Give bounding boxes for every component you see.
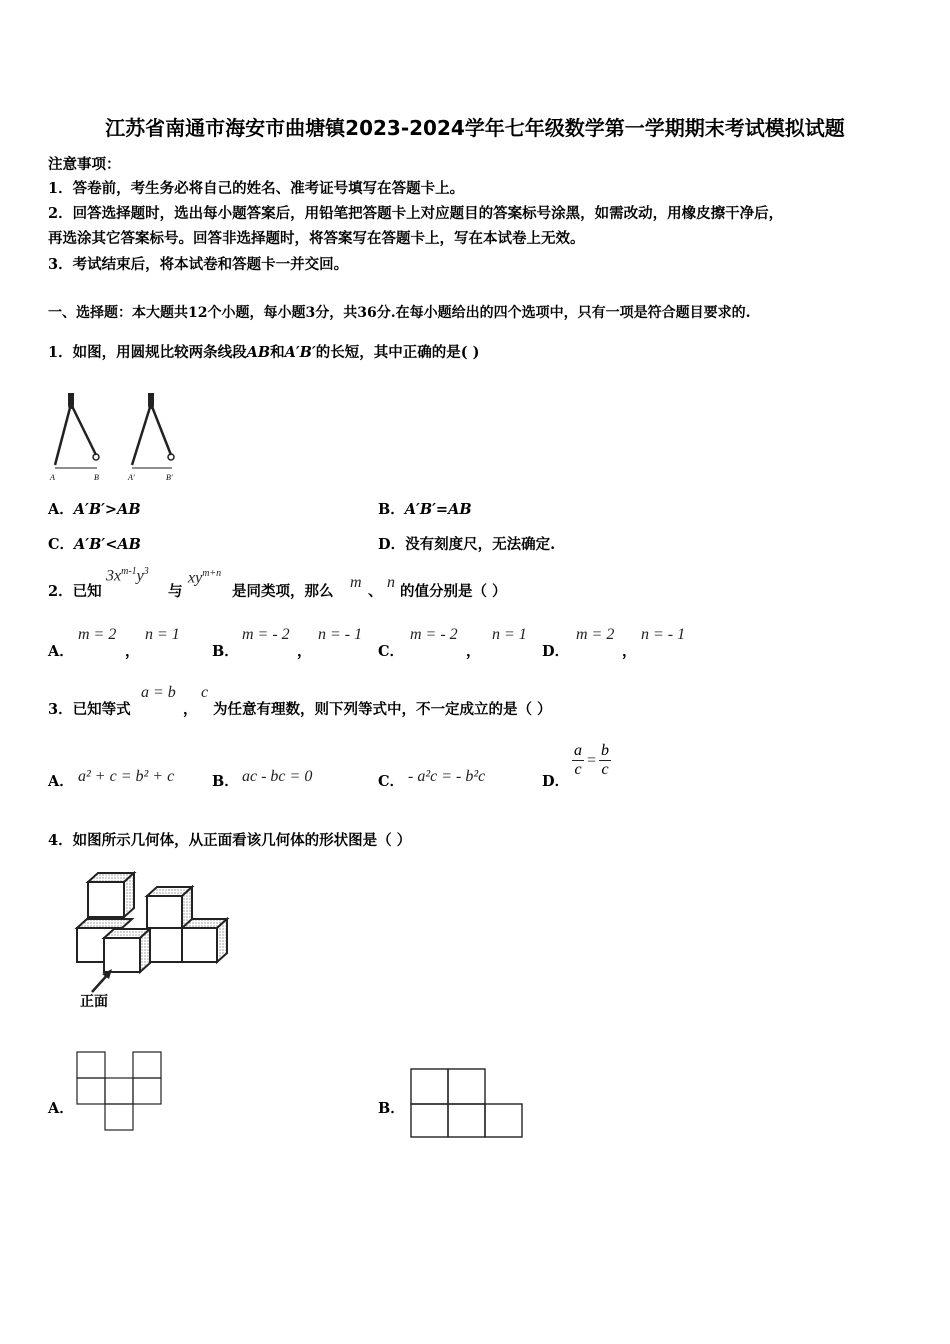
q3-equation: a = b [141, 684, 176, 701]
q1-option-b[interactable]: B．A′B′=AB [378, 501, 472, 518]
q3-option-a[interactable]: A． [48, 773, 74, 790]
q2-comma: ， [466, 643, 481, 660]
q2-option-c-n: n = 1 [492, 626, 527, 643]
q2-option-a-n: n = 1 [145, 626, 180, 643]
q2-option-d-m: m = 2 [576, 626, 615, 643]
q2-and: 与 [168, 583, 183, 600]
q2-m: m [350, 574, 362, 591]
q2-comma: ， [125, 643, 140, 660]
q2-comma: ， [297, 643, 312, 660]
question-3-stem: 3．已知等式 [48, 701, 131, 718]
q2-option-a[interactable]: A． [48, 643, 74, 660]
q3-option-a-text: a² + c = b² + c [78, 768, 175, 785]
q2-option-b-n: n = - 1 [318, 626, 363, 643]
q4-option-b[interactable]: B． [378, 1100, 405, 1117]
q3-stem-end: 为任意有理数，则下列等式中，不一定成立的是（ ） [213, 701, 552, 718]
q3-option-b-text: ac - bc = 0 [242, 768, 313, 785]
question-2-stem: 2．已知 [48, 583, 102, 600]
fig-label: A [50, 473, 55, 482]
notice-item: 再选涂其它答案标号。回答非选择题时，将答案写在答题卡上，写在本试卷上无效。 [48, 230, 585, 247]
q2-comma: ， [622, 643, 637, 660]
q4-option-a-figure [74, 1050, 164, 1132]
q2-term-1: $3x^{m-1}y^3$ [106, 566, 149, 585]
question-1-stem: 1．如图，用圆规比较两条线段AB和A′B′的长短，其中正确的是( ) [48, 344, 480, 361]
notice-item: 1．答卷前，考生务必将自己的姓名、准考证号填写在答题卡上。 [48, 180, 465, 197]
q2-stem-end: 的值分别是（ ） [400, 583, 507, 600]
notice-heading: 注意事项： [48, 156, 121, 173]
q2-term-2: $xy^{m+n}$ [188, 568, 222, 587]
fig-label: A′ [128, 473, 135, 482]
notice-item: 3．考试结束后，将本试卷和答题卡一并交回。 [48, 256, 349, 273]
fig-label: B [94, 473, 99, 482]
q1-option-a[interactable]: A．A′B′>AB [48, 501, 141, 518]
q2-option-b-m: m = - 2 [242, 626, 290, 643]
q3-option-c-text: - a²c = - b²c [408, 768, 486, 785]
q2-option-a-m: m = 2 [78, 626, 117, 643]
q2-option-d[interactable]: D． [542, 643, 570, 660]
notice-item: 2．回答选择题时，选出每小题答案后，用铅笔把答题卡上对应题目的答案标号涂黑，如需改动，用橡皮擦干净后， [48, 205, 784, 222]
q4-option-a[interactable]: A． [48, 1100, 74, 1117]
q3-option-d[interactable]: D． [542, 773, 570, 790]
compass-figure [44, 390, 184, 485]
compass-icon [55, 393, 99, 468]
q3-c: c [201, 684, 209, 701]
q2-option-c[interactable]: C． [378, 643, 405, 660]
q2-option-d-n: n = - 1 [641, 626, 686, 643]
question-4-stem: 4．如图所示几何体，从正面看该几何体的形状图是（ ） [48, 832, 412, 849]
cube-figure [72, 868, 242, 1013]
q2-stem-mid: 是同类项，那么 [232, 583, 334, 600]
q1-option-c[interactable]: C．A′B′<AB [48, 536, 141, 553]
q3-option-b[interactable]: B． [212, 773, 239, 790]
q1-option-d[interactable]: D．没有刻度尺，无法确定. [378, 536, 556, 553]
q4-option-b-figure [408, 1066, 528, 1140]
q2-n: n [387, 574, 395, 591]
q2-option-c-m: m = - 2 [410, 626, 458, 643]
q2-option-b[interactable]: B． [212, 643, 239, 660]
fig-label: B′ [166, 473, 173, 482]
front-label: 正面 [80, 995, 108, 1010]
compass-icon [132, 393, 174, 468]
q3-option-d-fraction: $\frac{a}{c}$ = $\frac{b}{c}$ [574, 742, 610, 778]
q3-option-c[interactable]: C． [378, 773, 405, 790]
page-title: 江苏省南通市海安市曲塘镇2023-2024学年七年级数学第一学期期末考试模拟试题 [105, 116, 845, 140]
q3-comma: ， [183, 701, 198, 718]
q2-sep: 、 [368, 583, 383, 600]
section-heading: 一、选择题：本大题共12个小题，每小题3分，共36分.在每小题给出的四个选项中，只有一项是符合题目要求的. [48, 305, 751, 321]
